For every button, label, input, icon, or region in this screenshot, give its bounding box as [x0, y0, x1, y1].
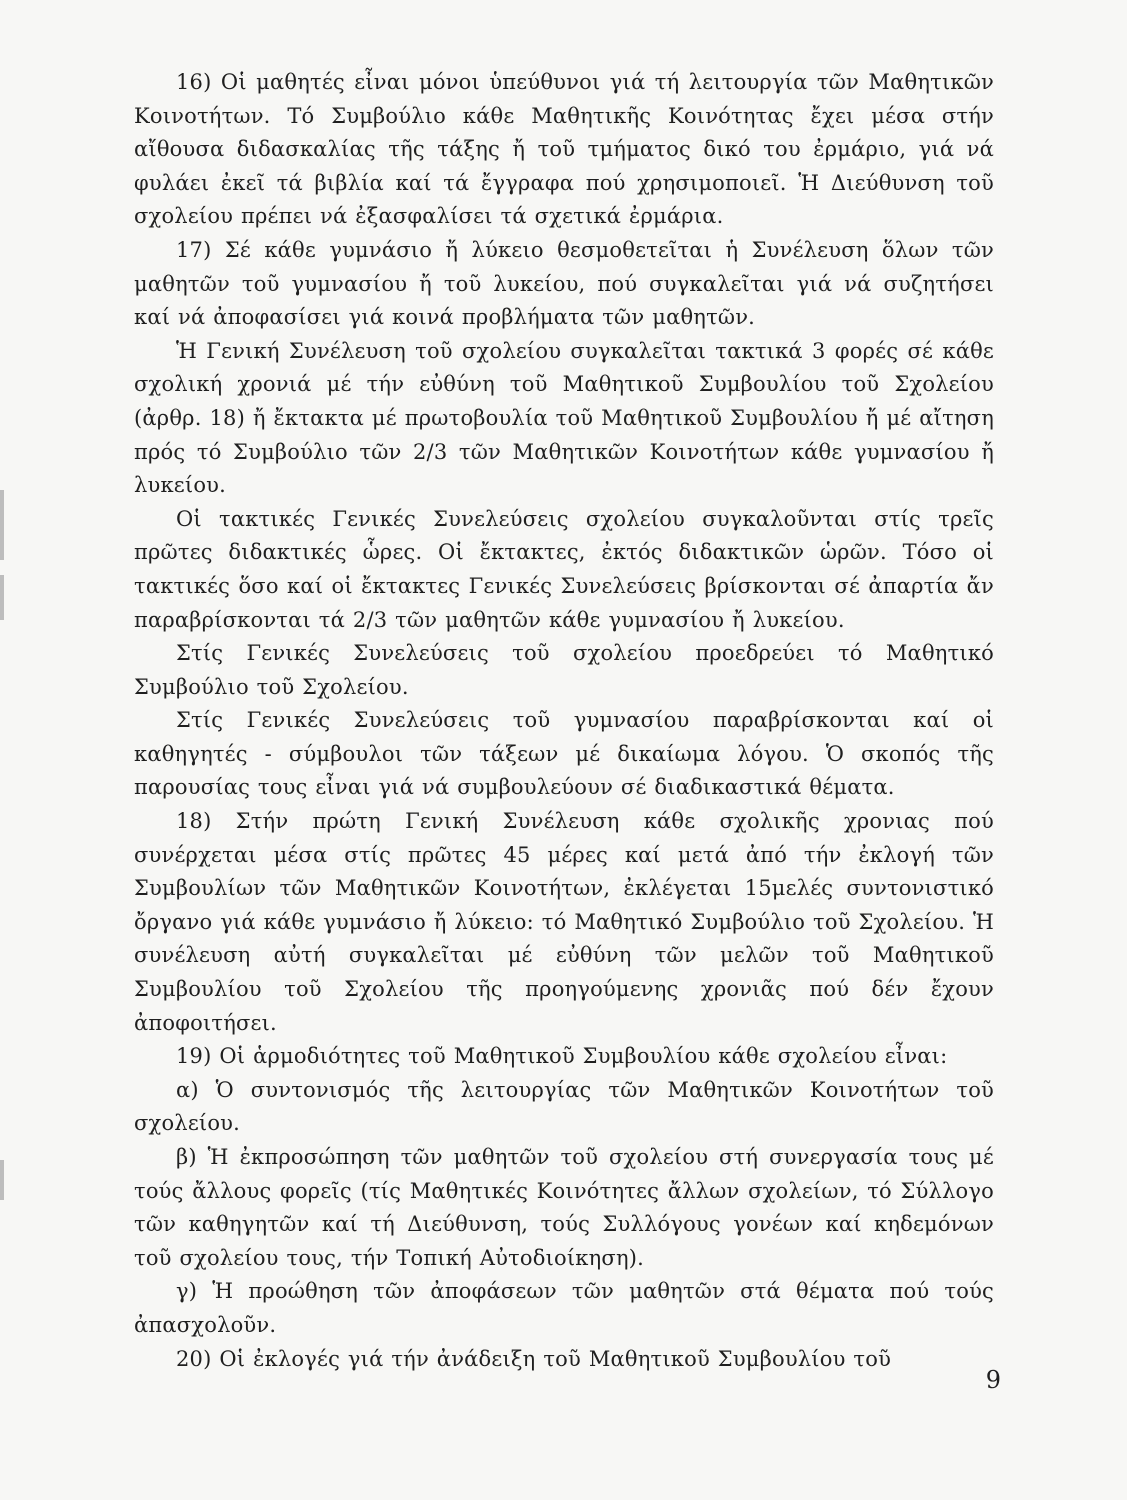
scan-edge-mark — [0, 1160, 4, 1200]
paragraph-17: 17) Σέ κάθε γυμνάσιο ἤ λύκειο θεσμοθετεῖται ἡ Συνέλευση ὅλων τῶν μαθητῶν τοῦ γυμνασίου ἤ τοῦ λυκείου, πού συγκαλεῖται γιά νά συζητήσει καί νά ἀποφασίσει γιά κοινά προβλήματα τῶν μαθητῶν. — [134, 237, 994, 330]
body-text — [134, 66, 994, 1376]
paragraph-18: 18) Στήν πρώτη Γενική Συνέλευση κάθε σχολικῆς χρονιας πού συνέρχεται μέσα στίς πρῶτες 45 μέρες καί μετά ἀπό τήν ἐκλογή τῶν Συμβουλίων τῶν Μαθητικῶν Κοινοτήτων, ἐκλέγεται 15μελές συντονιστικό ὄργανο γιά κάθε γυμνάσιο ἤ λύκειο: τό Μαθητικό Συμβούλιο τοῦ Σχολείου. Ἡ συνέλευση αὐτή συγκαλεῖται μέ εὐθύνη τῶν μελῶν τοῦ Μαθητικοῦ Συμβουλίου τοῦ Σχολείου τῆς προηγούμενης χρονιᾶς πού δέν ἔχουν ἀποφοιτήσει. — [134, 809, 994, 1035]
scan-edge-mark — [0, 490, 4, 560]
page-number: 9 — [985, 1366, 1001, 1394]
paragraph-advisors: Στίς Γενικές Συνελεύσεις τοῦ γυμνασίου παραβρίσκονται καί οἱ καθηγητές - σύμβουλοι τῶν τάξεων μέ δικαίωμα λόγου. Ὁ σκοπός τῆς παρουσίας τους εἶναι γιά νά συμβουλεύουν σέ διαδικαστικά θέματα. — [134, 708, 994, 800]
paragraph-presiding: Στίς Γενικές Συνελεύσεις τοῦ σχολείου προεδρεύει τό Μαθητικό Συμβούλιο τοῦ Σχολείου. — [134, 641, 994, 699]
list-item-a: α) Ὁ συντονισμός τῆς λειτουργίας τῶν Μαθητικῶν Κοινοτήτων τοῦ σχολείου. — [134, 1077, 994, 1136]
scan-edge-mark — [0, 575, 4, 620]
paragraph-regular-assemblies: Οἱ τακτικές Γενικές Συνελεύσεις σχολείου συγκαλοῦνται στίς τρεῖς πρῶτες διδακτικές ὧρες. Οἱ ἔκτακτες, ἐκτός διδακτικῶν ὡρῶν. Τόσο οἱ τακτικές ὅσο καί οἱ ἔκτακτες Γενικές Συνελεύσεις βρίσκονται σέ ἀπαρτία ἄν παραβρίσκονται τά 2/3 τῶν μαθητῶν κάθε γυμνασίου ἤ λυκείου. — [134, 506, 994, 632]
paragraph-20: 20) Οἱ ἐκλογές γιά τήν ἀνάδειξη τοῦ Μαθητικοῦ Συμβουλίου τοῦ — [176, 1346, 892, 1371]
list-item-b: β) Ἡ ἐκπροσώπηση τῶν μαθητῶν τοῦ σχολείου στή συνεργασία τους μέ τούς ἄλλους φορεῖς (τίς Μαθητικές Κοινότητες ἄλλων σχολείων, τό Σύλλογο τῶν καθηγητῶν καί τή Διεύθυνση, τούς Συλλόγους γονέων καί κηδεμόνων τοῦ σχολείου τους, τήν Τοπική Αὐτοδιοίκηση). — [134, 1145, 994, 1270]
list-item-c: γ) Ἡ προώθηση τῶν ἀποφάσεων τῶν μαθητῶν στά θέματα πού τούς ἀπασχολοῦν. — [134, 1279, 994, 1337]
paragraph-19: 19) Οἱ ἁρμοδιότητες τοῦ Μαθητικοῦ Συμβουλίου κάθε σχολείου εἶναι: — [176, 1044, 948, 1069]
paragraph-16: 16) Οἱ μαθητές εἶναι μόνοι ὑπεύθυνοι γιά τή λειτουργία τῶν Μαθητικῶν Κοινοτήτων. Τό Συμβούλιο κάθε Μαθητικῆς Κοινότητας ἔχει μέσα στήν αἴθουσα διδασκαλίας τῆς τάξης ἤ τοῦ τμήματος δικό του ἐρμάριο, γιά νά φυλάει ἐκεῖ τά βιβλία καί τά ἔγγραφα πού χρησιμοποιεῖ. Ἡ Διεύθυνση τοῦ σχολείου πρέπει νά ἐξασφαλίσει τά σχετικά ἐρμάρια. — [134, 70, 994, 229]
paragraph-general-assembly: Ἡ Γενική Συνέλευση τοῦ σχολείου συγκαλεῖται τακτικά 3 φορές σέ κάθε σχολική χρονιά μέ τήν εὐθύνη τοῦ Μαθητικοῦ Συμβουλίου τοῦ Σχολείου (ἀρθρ. 18) ἤ ἔκτακτα μέ πρωτοβουλία τοῦ Μαθητικοῦ Συμβουλίου ἤ μέ αἴτηση πρός τό Συμβούλιο τῶν 2/3 τῶν Μαθητικῶν Κοινοτήτων κάθε γυμνασίου ἤ λυκείου. — [134, 338, 994, 498]
